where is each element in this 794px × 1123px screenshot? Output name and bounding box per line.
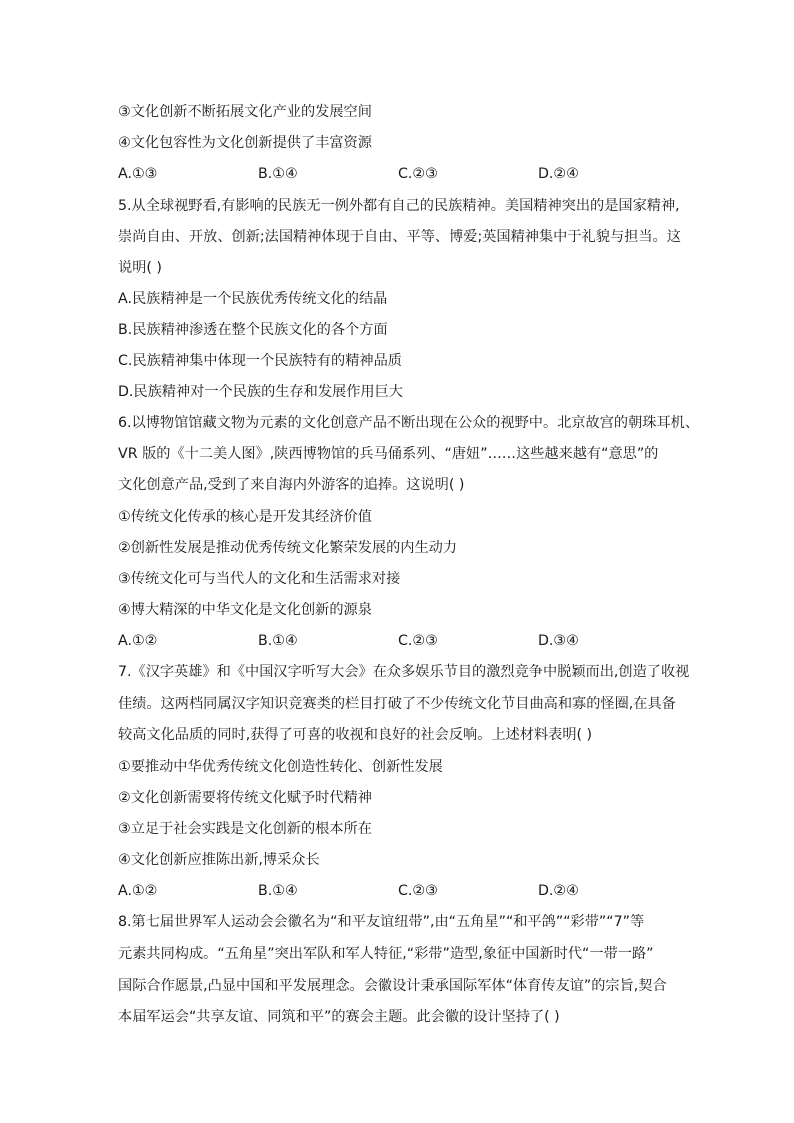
choice-a: A.①② [118,883,158,899]
choice-d: D.②④ [538,883,579,899]
question-6-text: 文化创意产品,受到了来自海内外游客的追捧。这说明( ) [118,477,465,493]
question-8-text: 8.第七届世界军人运动会会徽名为“和平友谊纽带”,由“五角星”“和平鸽”“彩带”“7”等 [118,914,645,930]
question-6-text: VR 版的《十二美人图》,陕西博物馆的兵马俑系列、“唐妞”……这些越来越有“意思”的 [118,446,659,462]
choice-a: A.①③ [118,166,158,182]
option-line: ①传统文化传承的核心是开发其经济价值 [118,509,372,525]
option-line: ③传统文化可与当代人的文化和生活需求对接 [118,571,401,587]
option-line: ②文化创新需要将传统文化赋予时代精神 [118,790,372,806]
option-line: A.民族精神是一个民族优秀传统文化的结晶 [118,291,388,307]
question-8-text: 元素共同构成。“五角星”突出军队和军人特征,“彩带”造型,象征中国新时代“一带一路” [118,946,654,962]
choice-c: C.②③ [398,883,438,899]
option-line: ②创新性发展是推动优秀传统文化繁荣发展的内生动力 [118,540,458,556]
question-5-text: 说明( ) [118,260,162,276]
option-line: C.民族精神集中体现一个民族特有的精神品质 [118,353,402,369]
option-line: ④文化创新应推陈出新,博采众长 [118,852,320,868]
choice-c: C.②③ [398,166,438,182]
question-6-text: 6.以博物馆馆藏文物为元素的文化创意产品不断出现在公众的视野中。北京故宫的朝珠耳机、 [118,415,700,431]
question-8-text: 国际合作愿景,凸显中国和平发展理念。会徽设计秉承国际军体“体育传友谊”的宗旨,契合 [118,978,667,994]
option-line: ①要推动中华优秀传统文化创造性转化、创新性发展 [118,759,443,775]
question-7-text: 佳绩。这两档同属汉字知识竞赛类的栏目打破了不少传统文化节目曲高和寡的怪圈,在具备 [118,696,676,712]
choice-b: B.①④ [258,166,298,182]
choice-a: A.①② [118,633,158,649]
question-7-text: 较高文化品质的同时,获得了可喜的收视和良好的社会反响。上述材料表明( ) [118,727,593,743]
option-line: D.民族精神对一个民族的生存和发展作用巨大 [118,384,403,400]
choice-d: D.②④ [538,166,579,182]
option-line: B.民族精神渗透在整个民族文化的各个方面 [118,322,388,338]
question-8-text: 本届军运会“共享友谊、同筑和平”的赛会主题。此会徽的设计坚持了( ) [118,1009,560,1025]
choice-b: B.①④ [258,633,298,649]
option-line: ③文化创新不断拓展文化产业的发展空间 [118,104,372,120]
option-line: ④文化包容性为文化创新提供了丰富资源 [118,135,372,151]
question-5-text: 崇尚自由、开放、创新;法国精神体现于自由、平等、博爱;英国精神集中于礼貌与担当。这 [118,229,681,245]
choice-c: C.②③ [398,633,438,649]
question-5-text: 5.从全球视野看,有影响的民族无一例外都有自己的民族精神。美国精神突出的是国家精神, [118,198,680,214]
question-7-text: 7.《汉字英雄》和《中国汉字听写大会》在众多娱乐节目的激烈竞争中脱颖而出,创造了收视 [118,664,690,680]
choice-d: D.③④ [538,633,579,649]
option-line: ③立足于社会实践是文化创新的根本所在 [118,821,372,837]
choice-b: B.①④ [258,883,298,899]
option-line: ④博大精深的中华文化是文化创新的源泉 [118,602,372,618]
